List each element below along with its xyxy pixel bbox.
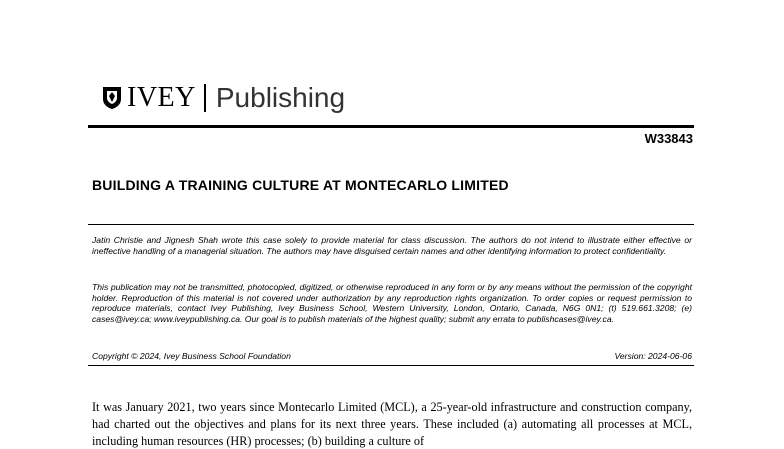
logo-divider [204, 84, 206, 112]
body-paragraph: It was January 2021, two years since Montecarlo Limited (MCL), a 25-year-old infrastructure and construction company, had charted out the objectives and plans for its next three years. These included (a) automating all processes at MCL, including human resources (HR) processes; (b) building a culture of [92, 400, 692, 448]
copyright-notice: This publication may not be transmitted, photocopied, digitized, or otherwise reproduced in any form or by any means without the permission of the copyright holder. Reproduction of this material is not covered under authorization by any reproduction rights organization. To order copies or request permission to reproduce materials, contact Ivey Publishing, Ivey Business School, Western University, London, Ontario, Canada, N6G 0N1; (t) 519.661.3208; (e) cases@ivey.ca; www.iveypublishing.ca. Our goal is to publish materials of the highest quality; submit any errata to publishcases@ivey.ca. [92, 282, 692, 324]
case-number: W33843 [644, 131, 693, 146]
version-text: Version: 2024-06-06 [614, 351, 692, 361]
header-rule [88, 125, 694, 128]
case-title: BUILDING A TRAINING CULTURE AT MONTECARLO LIMITED [92, 177, 509, 193]
notice-rule [88, 365, 694, 366]
authorship-note: Jatin Christie and Jignesh Shah wrote this case solely to provide material for class discussion. The authors do not intend to illustrate either effective or ineffective handling of a managerial situation. The authors may have disguised certain names and other identifying information to protect confidentiality. [92, 235, 692, 256]
publishing-wordmark: Publishing [215, 82, 346, 113]
ivey-publishing-logo [102, 81, 345, 115]
copyright-row [92, 351, 692, 361]
title-rule [88, 224, 694, 225]
copyright-text: Copyright © 2024, Ivey Business School Foundation [92, 351, 291, 361]
ivey-shield-icon [102, 86, 122, 110]
ivey-wordmark: IVEY [127, 82, 196, 113]
